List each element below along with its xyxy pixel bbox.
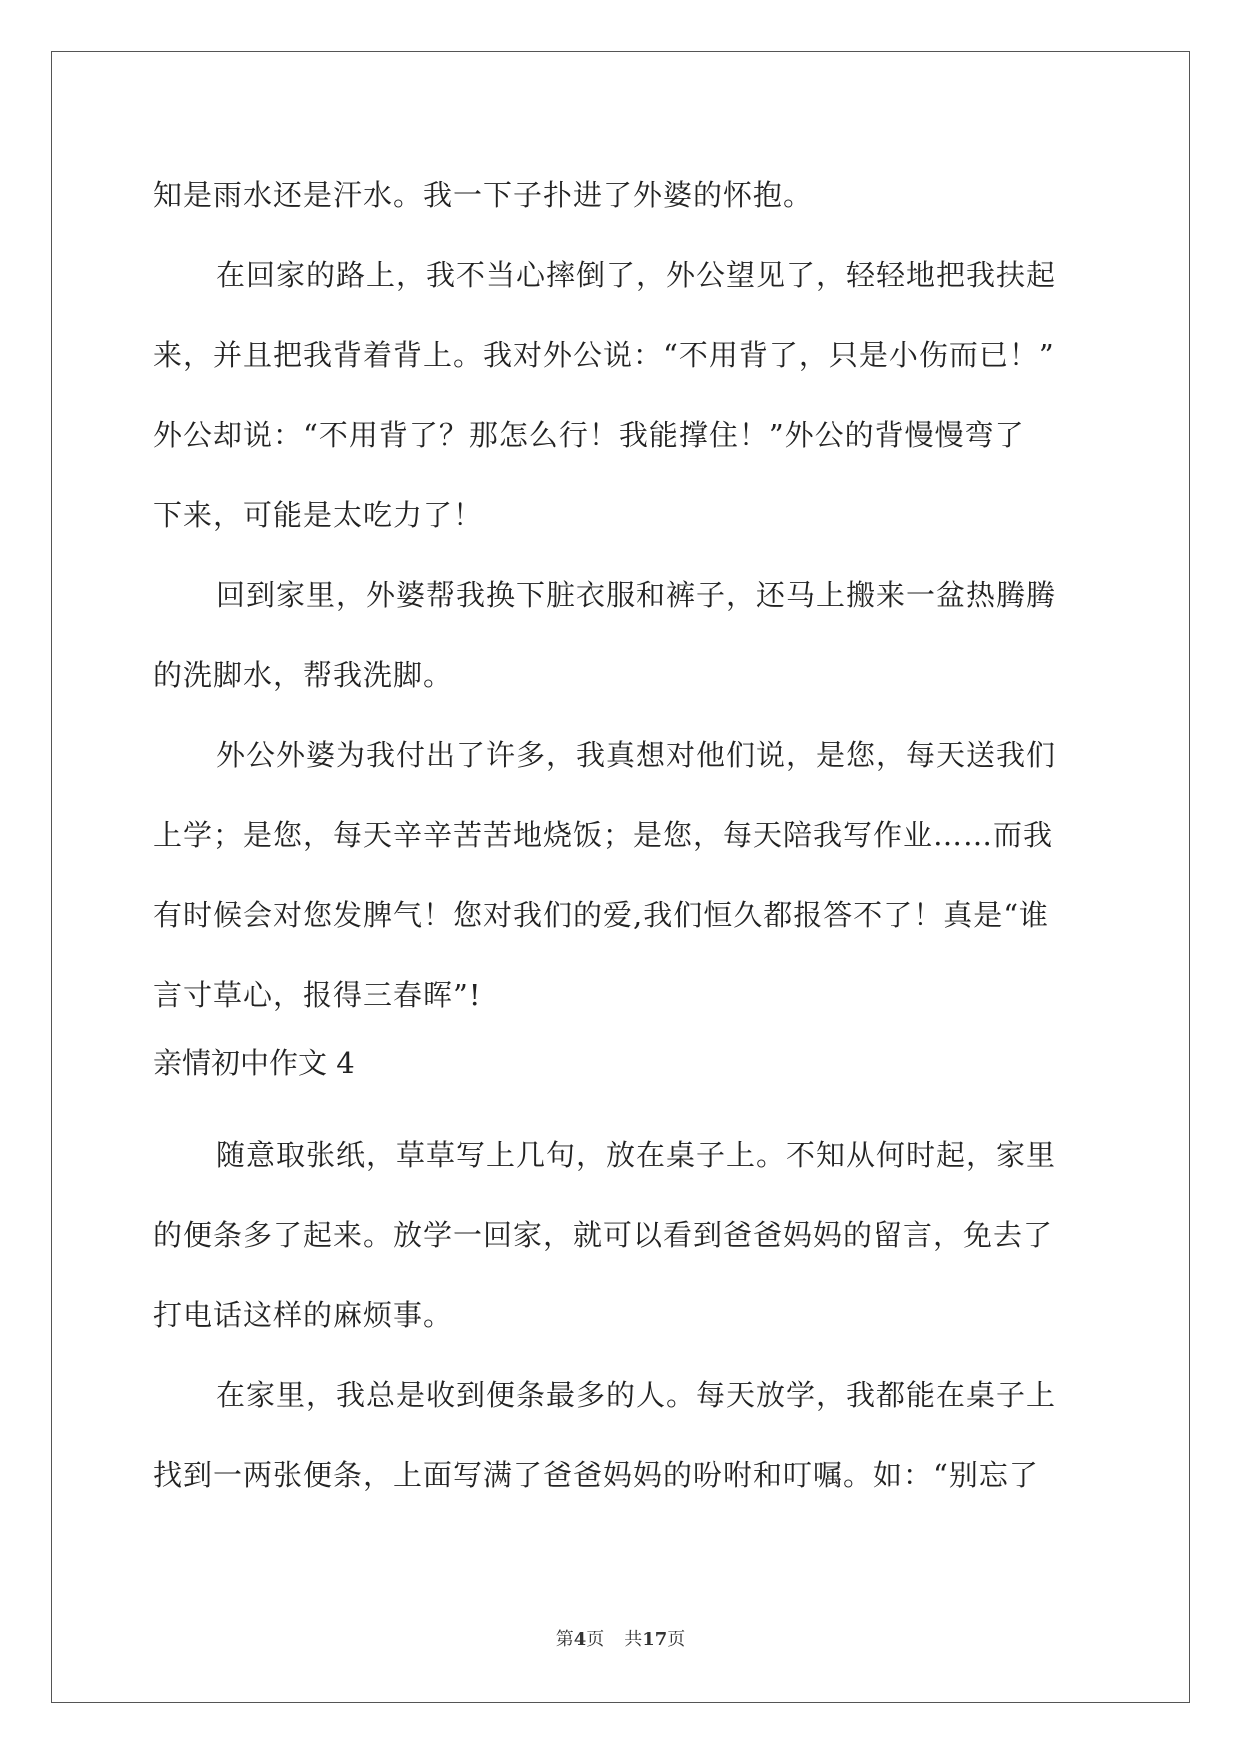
total-prefix: 共 — [624, 1629, 643, 1650]
paragraph-start-line: 在家里，我总是收到便条最多的人。每天放学，我都能在桌子上 — [216, 1378, 1057, 1412]
paragraph-start-line: 随意取张纸，草草写上几句，放在桌子上。不知从何时起，家里 — [216, 1138, 1057, 1172]
page-footer — [0, 1628, 1241, 1652]
text-line: 打电话这样的麻烦事。 — [153, 1298, 454, 1332]
text-line: 上学；是您，每天辛辛苦苦地烧饭；是您，每天陪我写作业……而我 — [153, 818, 1054, 852]
text-line: 知是雨水还是汗水。我一下子扑进了外婆的怀抱。 — [153, 178, 814, 212]
page-suffix: 页 — [586, 1629, 605, 1650]
text-line: 找到一两张便条，上面写满了爸爸妈妈的吩咐和叮嘱。如：“别忘了 — [153, 1458, 1039, 1492]
section-heading: 亲情初中作文 4 — [153, 1046, 355, 1080]
text-line: 的洗脚水，帮我洗脚。 — [153, 658, 454, 692]
text-line: 的便条多了起来。放学一回家，就可以看到爸爸妈妈的留言，免去了 — [153, 1218, 1054, 1252]
text-line: 下来，可能是太吃力了！ — [153, 498, 484, 532]
paragraph-start-line: 外公外婆为我付出了许多，我真想对他们说，是您，每天送我们 — [216, 738, 1057, 772]
text-line: 来，并且把我背着背上。我对外公说：“不用背了，只是小伤而已！” — [153, 338, 1055, 372]
page-number: 4 — [573, 1629, 587, 1650]
total-suffix: 页 — [667, 1629, 686, 1650]
paragraph-start-line: 回到家里，外婆帮我换下脏衣服和裤子，还马上搬来一盆热腾腾 — [216, 578, 1057, 612]
text-line: 有时候会对您发脾气！您对我们的爱,我们恒久都报答不了！真是“谁 — [153, 898, 1050, 932]
total-pages: 17 — [642, 1629, 668, 1650]
page-prefix: 第 — [555, 1629, 574, 1650]
paragraph-start-line: 在回家的路上，我不当心摔倒了，外公望见了，轻轻地把我扶起 — [216, 258, 1057, 292]
text-line: 言寸草心，报得三春晖”! — [153, 978, 482, 1012]
text-line: 外公却说：“不用背了？那怎么行！我能撑住！”外公的背慢慢弯了 — [153, 418, 1025, 452]
